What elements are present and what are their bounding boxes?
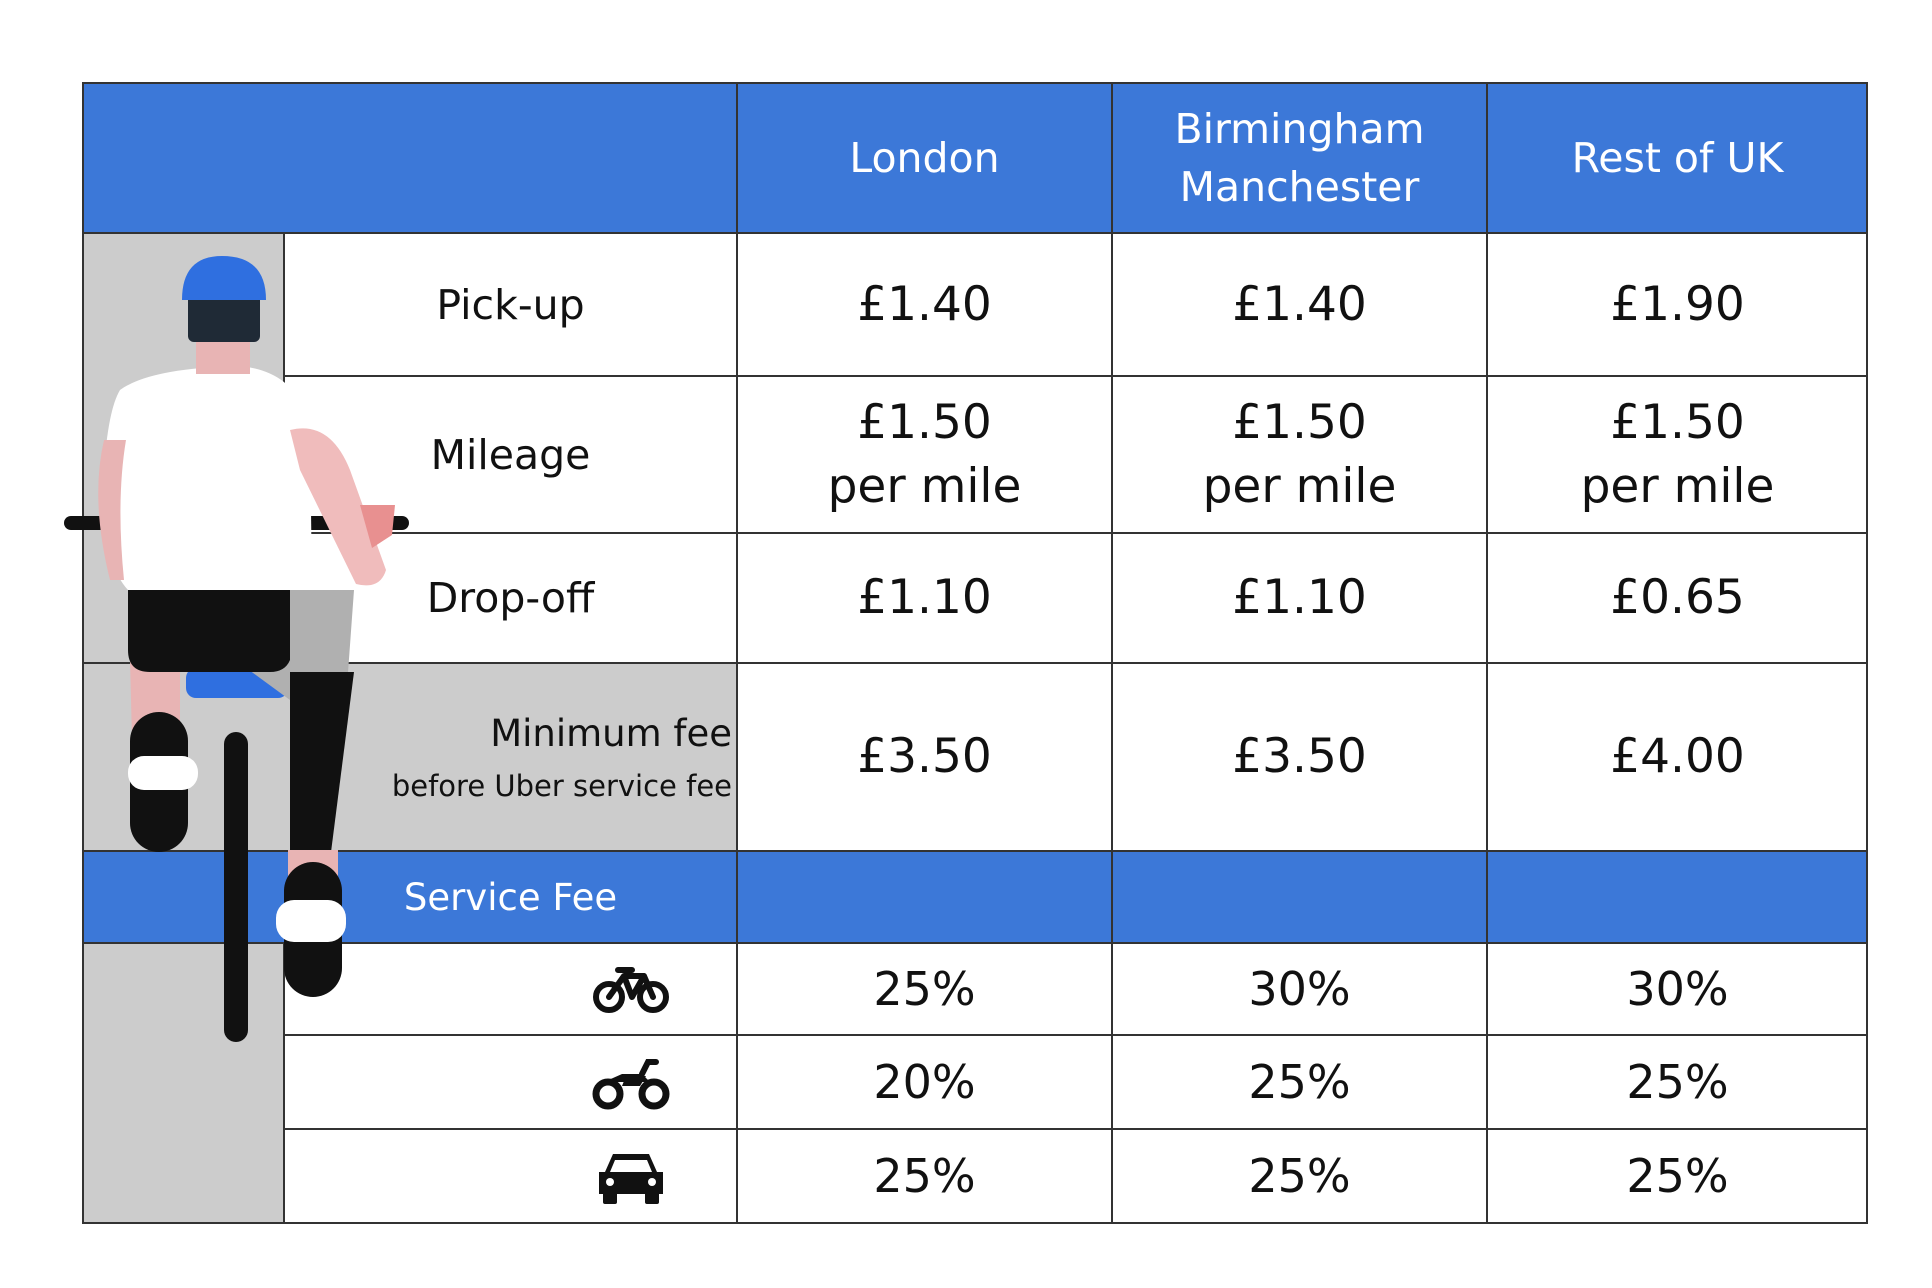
row-label-mileage: Mileage	[430, 430, 591, 479]
minfee-london: £3.50	[857, 729, 992, 784]
service-fee-title: Service Fee	[284, 851, 737, 943]
car-fee-rest-of-uk: 25%	[1626, 1149, 1729, 1203]
row-label-pickup: Pick-up	[436, 280, 585, 329]
bicycle-fee-birmingham-manchester: 30%	[1248, 962, 1351, 1016]
minimum-fee-sublabel: before Uber service fee	[391, 768, 732, 803]
minfee-rest-of-uk: £4.00	[1610, 729, 1745, 784]
dropoff-birmingham-manchester: £1.10	[1232, 570, 1367, 625]
mileage-rest-of-uk: £1.50 per mile	[1580, 394, 1775, 514]
minimum-fee-label: Minimum fee	[490, 711, 732, 755]
dropoff-london: £1.10	[857, 570, 992, 625]
mileage-birmingham-manchester: £1.50 per mile	[1202, 394, 1397, 514]
bicycle-fee-london: 25%	[873, 962, 976, 1016]
row-label-dropoff: Drop-off	[426, 574, 595, 622]
car-fee-london: 25%	[873, 1149, 976, 1203]
col-header-london: London	[737, 82, 1112, 233]
motorbike-fee-rest-of-uk: 25%	[1626, 1055, 1729, 1109]
motorbike-fee-birmingham-manchester: 25%	[1248, 1055, 1351, 1109]
pickup-london: £1.40	[857, 276, 992, 332]
pickup-birmingham-manchester: £1.40	[1232, 276, 1367, 332]
minfee-birmingham-manchester: £3.50	[1232, 729, 1367, 784]
motorbike-fee-london: 20%	[873, 1055, 976, 1109]
car-fee-birmingham-manchester: 25%	[1248, 1149, 1351, 1203]
bicycle-fee-rest-of-uk: 30%	[1626, 962, 1729, 1016]
mileage-london: £1.50 per mile	[827, 394, 1022, 514]
pickup-rest-of-uk: £1.90	[1610, 276, 1745, 332]
col-header-rest-of-uk: Rest of UK	[1487, 82, 1868, 233]
col-header-birmingham-manchester: Birmingham Manchester	[1112, 82, 1487, 233]
dropoff-rest-of-uk: £0.65	[1610, 570, 1745, 625]
